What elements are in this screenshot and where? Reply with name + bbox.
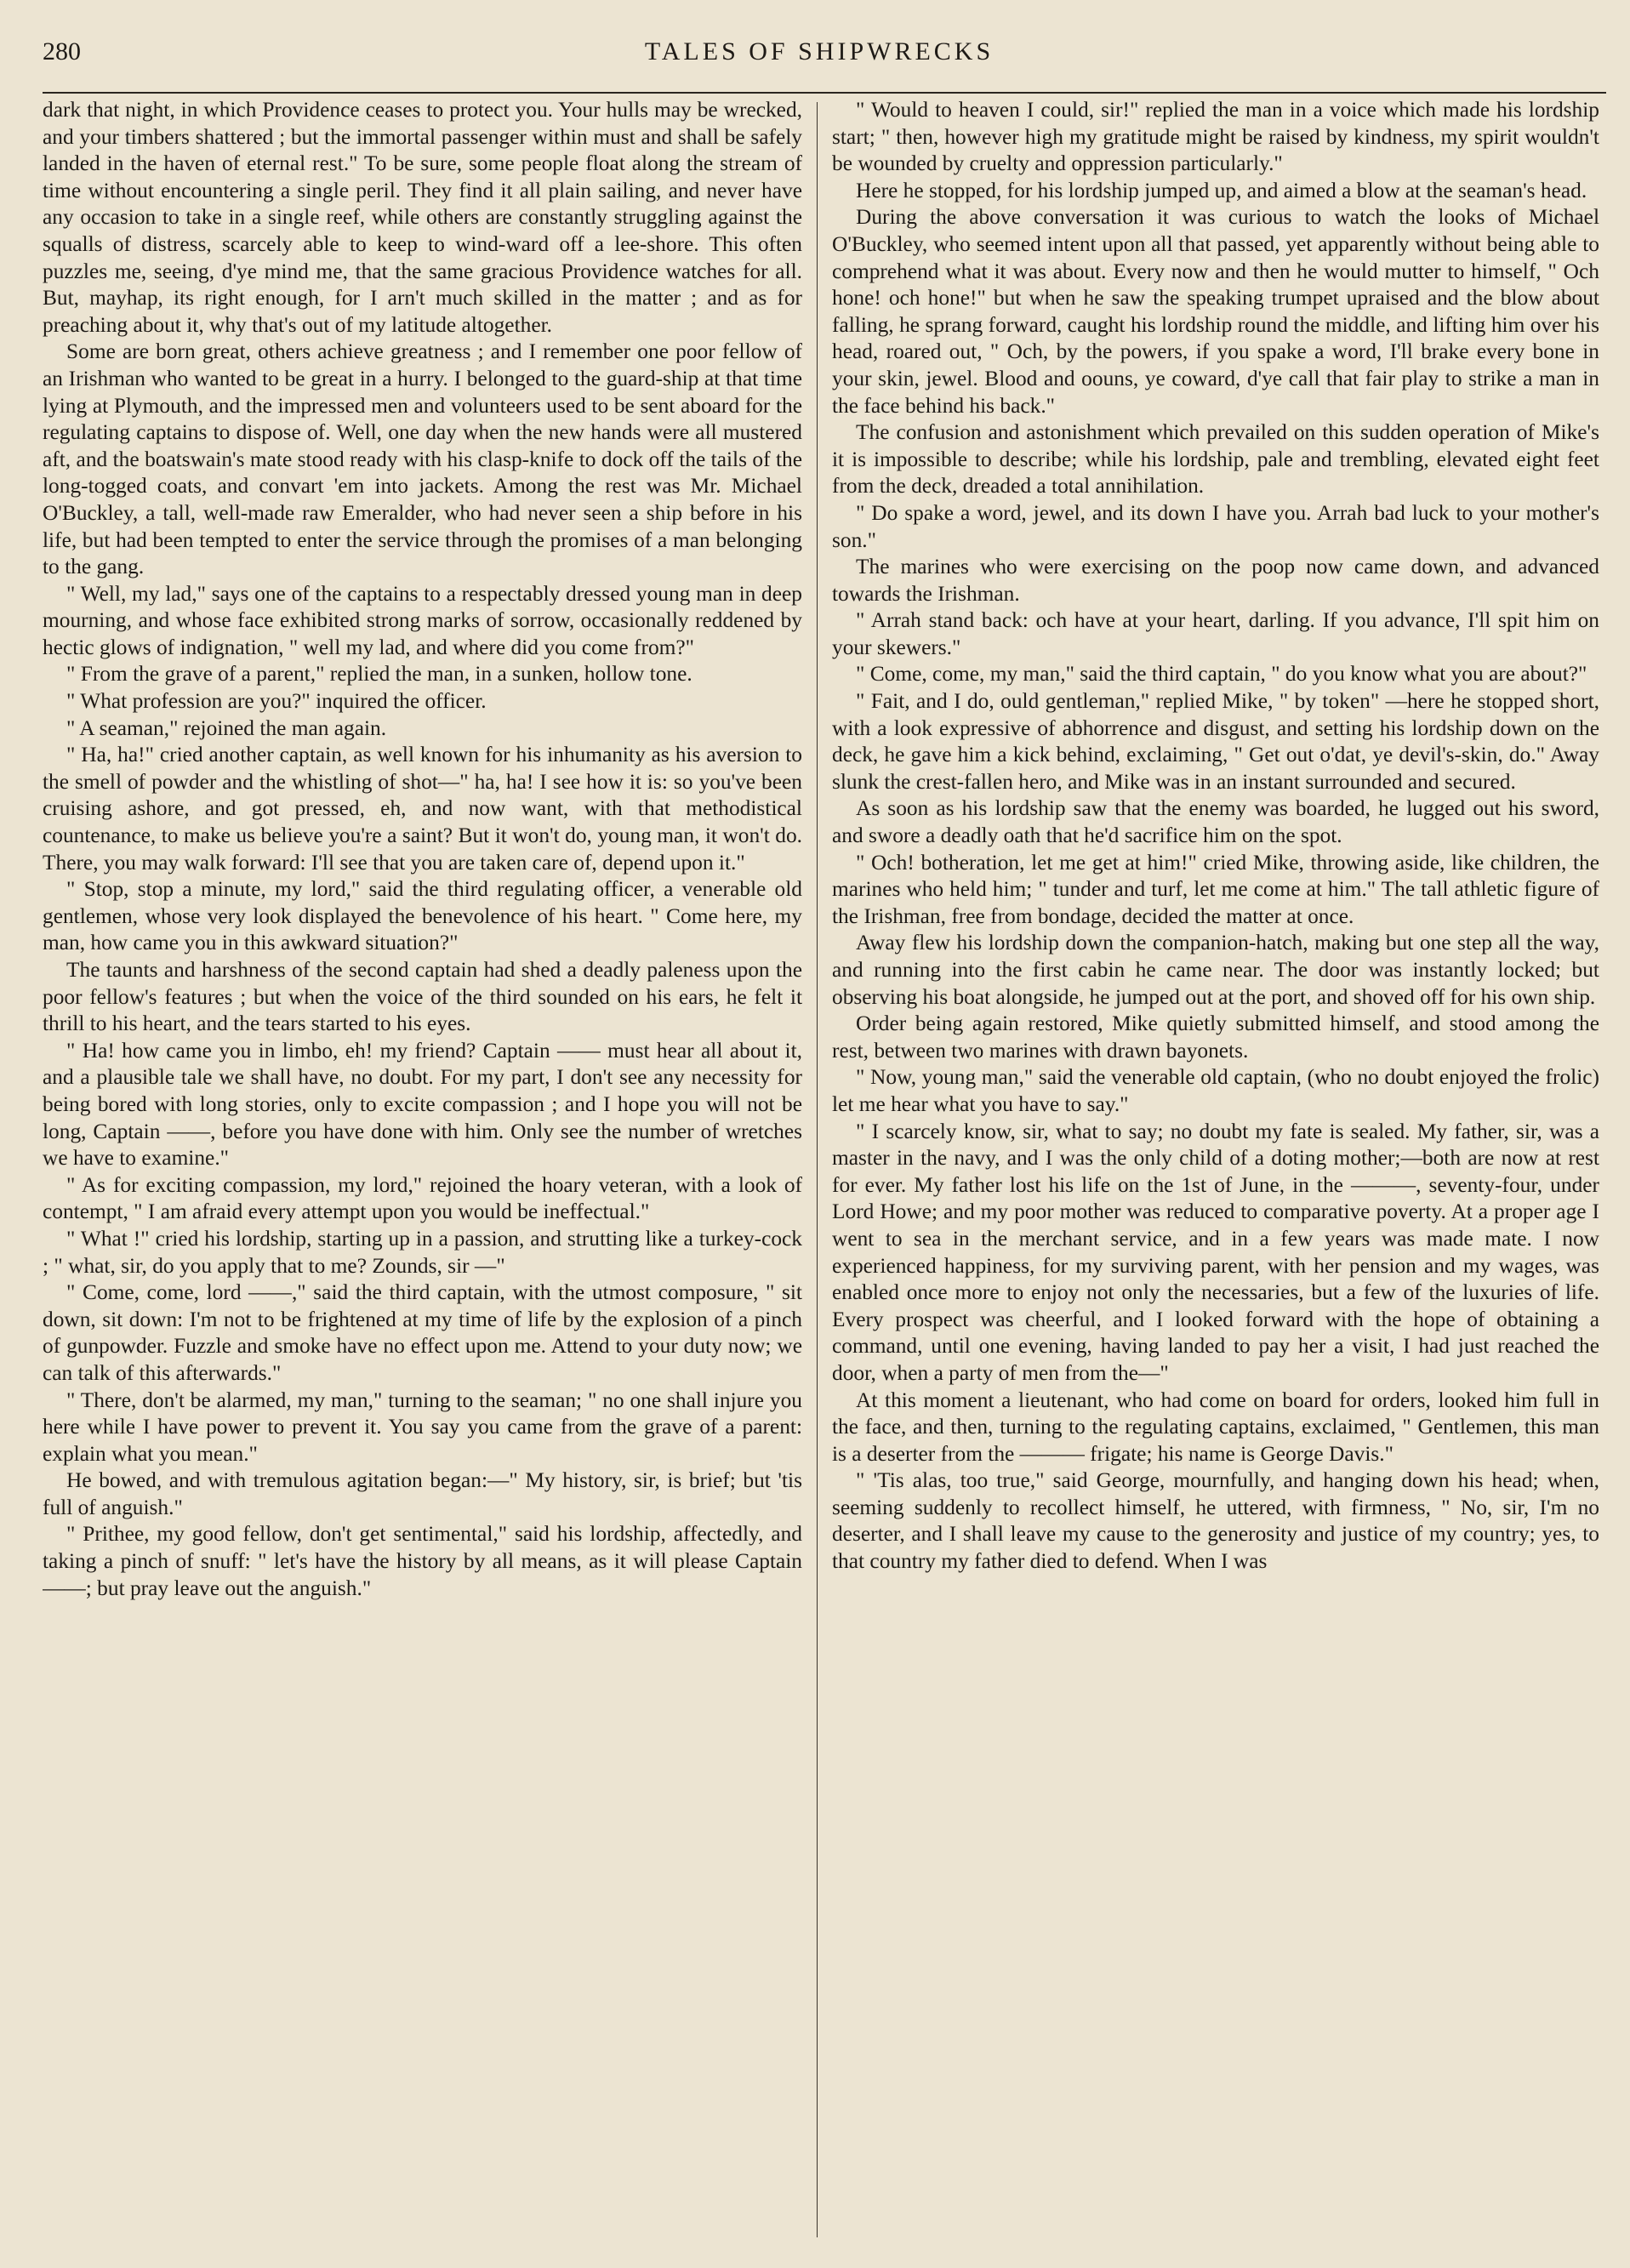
left-column <box>43 97 802 2254</box>
paragraph: dark that night, in which Providence ceases to protect you. Your hulls may be wrecked, and your timbers shattered ; but the immortal passenger within must and shall be safely landed in the haven of eternal rest." To be sure, some people float along the stream of time without encountering a single peril. They find it all plain sailing, and never have any occasion to take in a single reef, while others are constantly struggling against the squalls of distress, scarcely able to keep to wind-ward off a lee-shore. This often puzzles me, seeing, d'ye mind me, that the same gracious Providence watches for all. But, mayhap, its right enough, for I arn't much skilled in the matter ; and as for preaching about it, why that's out of my latitude altogether. <box>43 98 802 337</box>
paragraph: Here he stopped, for his lordship jumped up, and aimed a blow at the seaman's head. <box>856 178 1587 202</box>
paragraph: " Arrah stand back: och have at your heart, darling. If you advance, I'll spit him on your skewers." <box>832 608 1599 659</box>
paragraph: Order being again restored, Mike quietly submitted himself, and stood among the rest, between two marines with drawn bayonets. <box>832 1011 1599 1063</box>
paragraph: Away flew his lordship down the companion-hatch, making but one step all the way, and running into the first cabin he came near. The door was instantly locked; but observing his boat alongside, he jumped out at the port, and shoved off for his own ship. <box>832 931 1599 1009</box>
paragraph: " A seaman," rejoined the man again. <box>66 715 387 740</box>
paragraph: " Now, young man," said the venerable old captain, (who no doubt enjoyed the frolic) let me hear what you have to say." <box>832 1065 1599 1116</box>
running-title: TALES OF SHIPWRECKS <box>644 37 995 66</box>
paragraph: At this moment a lieutenant, who had come on board for orders, looked him full in the face, and then, turning to the regulating captains, exclaimed, " Gentlemen, this man is a deserter from the ——— frigate; his name is George Davis." <box>832 1388 1599 1466</box>
paragraph: " What !" cried his lordship, starting up in a passion, and strutting like a turkey-cock ; " what, sir, do you apply that to me? Zounds, sir —" <box>43 1226 802 1278</box>
paragraph: The marines who were exercising on the poop now came down, and advanced towards the Irishman. <box>832 555 1599 606</box>
paragraph: " Come, come, lord ——," said the third captain, with the utmost composure, " sit down, sit down: I'm not to be frightened at my time of life by the explosion of a pinch of gunpowder. Fuzzle and smoke have no effect upon me. Attend to your duty now; we can talk of this afterwards." <box>43 1280 802 1385</box>
paragraph: " What profession are you?" inquired the officer. <box>66 689 487 714</box>
paragraph: The taunts and harshness of the second captain had shed a deadly paleness upon the poor fellow's features ; but when the voice of the third sounded on his ears, he felt it thrill to his heart, and the tears started to his eyes. <box>43 958 802 1036</box>
paragraph: " Stop, stop a minute, my lord," said the third regulating officer, a venerable old gentlemen, whose very look displayed the benevolence of his heart. " Come here, my man, how came you in this awkward situation?" <box>43 877 802 955</box>
paragraph: During the above conversation it was curious to watch the looks of Michael O'Buckley, who seemed intent upon all that passed, yet apparently without being able to comprehend what it was about. Every now and then he would mutter to himself, " Och hone! och hone!" but when he saw the speaking trumpet upraised and the blow about falling, he sprang forward, caught his lordship round the middle, and lifting him over his head, roared out, " Och, by the powers, if you spake a word, I'll brake every bone in your skin, jewel. Blood and oouns, ye coward, d'ye call that fair play to strike a man in the face behind his back." <box>832 205 1599 418</box>
paragraph: " Come, come, my man," said the third captain, " do you know what you are about?" <box>856 662 1587 687</box>
paragraph: As soon as his lordship saw that the enemy was boarded, he lugged out his sword, and swore a deadly oath that he'd sacrifice him on the spot. <box>832 796 1599 848</box>
paragraph: " Would to heaven I could, sir!" replied the man in a voice which made his lordship start; " then, however high my gratitude might be raised by kindness, my spirit wouldn't be wounded by cruelty and oppression particularly." <box>832 98 1599 176</box>
paragraph: " From the grave of a parent," replied the man, in a sunken, hollow tone. <box>66 662 692 687</box>
paragraph: " Do spake a word, jewel, and its down I have you. Arrah bad luck to your mother's son." <box>832 500 1599 552</box>
paragraph: The confusion and astonishment which prevailed on this sudden operation of Mike's it is impossible to describe; while his lordship, pale and trembling, elevated eight feet from the deck, dreaded a total annihilation. <box>832 420 1599 499</box>
paragraph: " Och! botheration, let me get at him!" cried Mike, throwing aside, like children, the marines who held him; " tunder and turf, let me come at him." The tall athletic figure of the Irishman, free from bondage, decided the matter at once. <box>832 850 1599 928</box>
paragraph: " Fait, and I do, ould gentleman," replied Mike, " by token" —here he stopped short, with a look expressive of abhorrence and disgust, and setting his lordship down on the deck, he gave him a kick behind, exclaiming, " Get out o'dat, ye devil's-skin, do." Away slunk the crest-fallen hero, and Mike was in an instant surrounded and secured. <box>832 689 1599 794</box>
paragraph: " Well, my lad," says one of the captains to a respectably dressed young man in deep mourning, and whose face exhibited strong marks of sorrow, occasionally reddened by hectic glows of indignation, " well my lad, and where did you come from?" <box>43 581 802 659</box>
paragraph: " There, don't be alarmed, my man," turning to the seaman; " no one shall injure you here while I have power to prevent it. You say you came from the grave of a parent: explain what you mean." <box>43 1388 802 1466</box>
paragraph: " As for exciting compassion, my lord," rejoined the hoary veteran, with a look of contempt, " I am afraid every attempt upon you would be ineffectual." <box>43 1172 802 1224</box>
paragraph: He bowed, and with tremulous agitation began:—" My history, sir, is brief; but 'tis full of anguish." <box>43 1468 802 1519</box>
paragraph: " 'Tis alas, too true," said George, mournfully, and hanging down his head; when, seeming suddenly to recollect himself, he uttered, with firmness, " No, sir, I'm no deserter, and I shall leave my cause to the generosity and justice of my country; yes, to that country my father died to defend. When I was <box>832 1468 1599 1574</box>
paragraph: " I scarcely know, sir, what to say; no doubt my fate is sealed. My father, sir, was a master in the navy, and I was the only child of a doting mother;—both are now at rest for ever. My father lost his life on the 1st of June, in the ———, seventy-four, under Lord Howe; and my poor mother was reduced to comparative poverty. At a proper age I went to sea in the merchant service, and in a few years was made mate. I now experienced happiness, for my surviving parent, with her pension and my wages, was enabled once more to enjoy not only the necessaries, but a few of the luxuries of life. Every prospect was cheerful, and I looked forward with the hope of obtaining a command, until one evening, having landed to pay her a visit, I had just reached the door, when a party of men from the—" <box>832 1119 1599 1385</box>
right-column <box>832 97 1599 2254</box>
paragraph: " Ha, ha!" cried another captain, as well known for his inhumanity as his aversion to the smell of powder and the whistling of shot—" ha, ha! I see how it is: so you've been cruising ashore, and got pressed, eh, and now want, with that methodistical countenance, to make us believe you're a saint? But it won't do, young man, it won't do. There, you may walk forward: I'll see that you are taken care of, depend upon it." <box>43 743 802 875</box>
paragraph: " Ha! how came you in limbo, eh! my friend? Captain —— must hear all about it, and a plausible tale we shall have, no doubt. For my part, I don't see any necessity for being bored with long stories, only to excite compassion ; and I hope you will not be long, Captain ——, before you have done with him. Only see the number of wretches we have to examine." <box>43 1038 802 1171</box>
page-number: 280 <box>43 37 81 66</box>
running-head <box>43 37 1596 75</box>
paragraph: Some are born great, others achieve greatness ; and I remember one poor fellow of an Irishman who wanted to be great in a hurry. I belonged to the guard-ship at that time lying at Plymouth, and the impressed men and volunteers used to be sent aboard for the regulating captains to dispose of. Well, one day when the new hands were all mustered aft, and the boatswain's mate stood ready with his clasp-knife to dock off the tails of the long-togged coats, and convart 'em into jackets. Among the rest was Mr. Michael O'Buckley, a tall, well-made raw Emeralder, who had never seen a ship before in his life, but had been tempted to enter the service through the promises of a man belonging to the gang. <box>43 339 802 579</box>
header-rule <box>43 92 1606 94</box>
paragraph: " Prithee, my good fellow, don't get sentimental," said his lordship, affectedly, and taking a pinch of snuff: " let's have the history by all means, as it will please Captain ——; but pray leave out the anguish." <box>43 1522 802 1600</box>
column-divider <box>817 102 818 2237</box>
